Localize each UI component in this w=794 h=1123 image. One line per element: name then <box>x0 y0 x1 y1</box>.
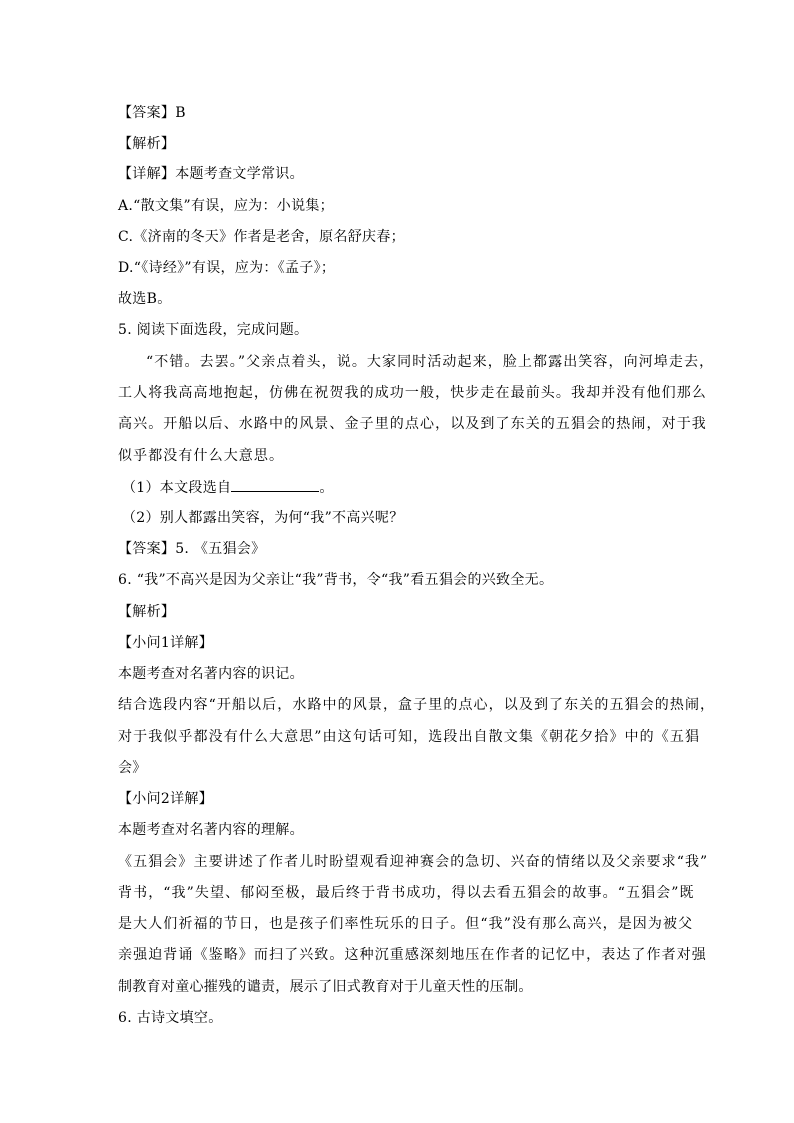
passage-line-4: 似乎都没有什么大意思。 <box>118 448 285 464</box>
detail-2-line-2: 背书，“我”失望、郁闷至极，最后终于背书成功，得以去看五猖会的故事。“五猖会”既 <box>118 885 695 901</box>
detail-2-line-4: 亲强迫背诵《鉴略》而扫了兴致。这种沉重感深刻地压在作者的记忆中，表达了作者对强 <box>118 947 707 963</box>
detail-1-line-1: 结合选段内容“开船以后，水路中的风景，盒子里的点心，以及到了东关的五猖会的热闹， <box>118 697 716 713</box>
detail-1-intro: 本题考查对名著内容的识记。 <box>118 666 304 682</box>
sub-question-1-prefix: （1）本文段选自 <box>122 480 232 496</box>
detail-2-intro: 本题考查对名著内容的理解。 <box>118 822 304 838</box>
detail-2-line-1: 《五猖会》主要讲述了作者儿时盼望观看迎神赛会的急切、兴奋的情绪以及父亲要求“我” <box>118 854 709 870</box>
sub-question-1-suffix: 。 <box>319 480 334 496</box>
answer-5: 【答案】5. 《五猖会》 <box>118 541 266 557</box>
sub-question-1 <box>122 478 682 497</box>
passage-line-2: 工人将我高高地抱起，仿佛在祝贺我的成功一般，快步走在最前头。我却并没有他们那么 <box>118 385 707 401</box>
question-6-title: 6. 古诗文填空。 <box>118 1010 223 1026</box>
sub-question-1-detail-heading: 【小问1详解】 <box>118 635 214 651</box>
detail-2-line-5: 制教育对童心摧残的谴责，展示了旧式教育对于儿童天性的压制。 <box>118 979 533 995</box>
passage-line-3: 高兴。开船以后、水路中的风景、金子里的点心，以及到了东关的五猖会的热闹，对于我 <box>118 416 707 432</box>
option-d-note: D.“《诗经》”有误，应为：《孟子》； <box>118 260 336 276</box>
detail-2-line-3: 是大人们祈福的节日，也是孩子们率性玩乐的日子。但“我”没有那么高兴，是因为被父 <box>118 916 694 932</box>
analysis-heading-2: 【解析】 <box>118 604 176 620</box>
answer-heading: 【答案】B <box>118 105 186 121</box>
option-a-note: A.“散文集”有误，应为：小说集； <box>118 198 334 214</box>
choice-conclusion: 故选B。 <box>118 291 172 307</box>
detail-1-line-3: 会》 <box>118 760 147 776</box>
option-c-note: C.《济南的冬天》作者是老舍，原名舒庆春； <box>118 229 405 245</box>
sub-question-2: （2）别人都露出笑容，为何“我”不高兴呢？ <box>122 510 404 526</box>
sub-question-2-detail-heading: 【小问2详解】 <box>118 791 214 807</box>
detail-1-line-2: 对于我似乎都没有什么大意思”由这句话可知，选段出自散文集《朝花夕拾》中的《五猖 <box>118 729 701 745</box>
detail-explanation: 【详解】本题考查文学常识。 <box>118 166 304 182</box>
answer-blank <box>231 478 319 492</box>
question-5-title: 5. 阅读下面选段，完成问题。 <box>118 322 309 338</box>
analysis-heading: 【解析】 <box>118 136 176 152</box>
answer-6: 6. “我”不高兴是因为父亲让“我”背书，令“我”看五猖会的兴致全无。 <box>118 572 554 588</box>
passage-line-1: “不错。去罢。”父亲点着头，说。大家同时活动起来，脸上都露出笑容，向河埠走去， <box>146 354 715 370</box>
